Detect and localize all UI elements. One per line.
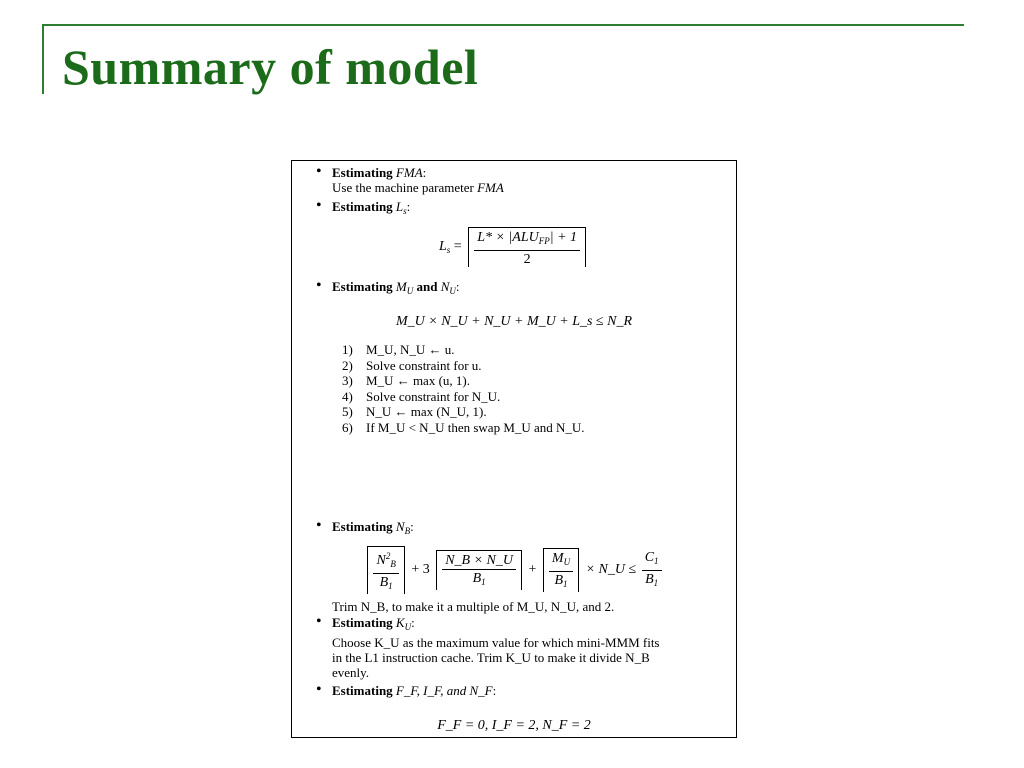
step-text: If M_U < N_U then swap M_U and N_U. xyxy=(366,419,585,435)
step-text: M_U, N_U ← u. xyxy=(366,342,455,357)
nb-inequality xyxy=(292,546,736,594)
mu-nu-heading-m: M xyxy=(395,279,407,294)
fma-heading xyxy=(314,165,722,180)
nb-heading xyxy=(314,519,722,539)
title-rule-left xyxy=(42,24,44,94)
ls-num-tail: | + 1 xyxy=(549,230,578,245)
nb-rhs-den-main: B xyxy=(645,571,654,587)
ku-section xyxy=(314,615,722,680)
step-item xyxy=(342,358,722,374)
nb-term1-num xyxy=(373,549,398,574)
nb-term2 xyxy=(436,550,522,590)
step-item xyxy=(342,373,722,389)
f-heading xyxy=(314,683,722,698)
ku-text-line1: Choose K_U as the maximum value for which mini-MMM fits xyxy=(332,635,660,650)
nb-term2-den-sub: 1 xyxy=(481,577,486,587)
ls-num-main: L* × |ALU xyxy=(477,230,539,245)
mu-nu-heading-and: and xyxy=(416,279,438,294)
f-section xyxy=(314,683,722,698)
ls-eq-lhs: L xyxy=(438,239,447,255)
ku-heading xyxy=(314,615,722,635)
mu-nu-heading-n-sub: U xyxy=(449,286,456,296)
f-heading-colon: : xyxy=(492,683,497,698)
ls-heading xyxy=(314,199,722,219)
nb-heading-colon: : xyxy=(410,519,414,534)
f-equation: F_F = 0, I_F = 2, N_F = 2 xyxy=(437,718,591,733)
ls-eq-sign: = xyxy=(453,239,462,255)
ku-text-line3: evenly. xyxy=(332,665,370,680)
step-number: 4) xyxy=(342,388,353,404)
slide-title: Summary of model xyxy=(62,39,479,95)
nb-term1-num-main: N xyxy=(376,553,386,568)
fma-text-body: Use the machine parameter xyxy=(332,180,474,195)
nb-heading-sub: B xyxy=(404,526,411,536)
mu-nu-heading-colon: : xyxy=(455,279,460,294)
mu-nu-heading xyxy=(314,279,722,299)
fma-heading-label: Estimating xyxy=(332,165,393,180)
nb-rhs-num xyxy=(642,550,662,571)
ku-heading-label: Estimating xyxy=(332,615,393,630)
ls-heading-sub: s xyxy=(403,206,407,216)
step-number: 6) xyxy=(342,419,353,435)
nb-term2-den-main: B xyxy=(472,571,482,586)
mu-nu-section xyxy=(314,279,722,299)
ls-heading-label: Estimating xyxy=(332,199,393,214)
solution-steps xyxy=(342,342,722,435)
nb-term1-num-sub: B xyxy=(390,559,396,569)
f-heading-label: Estimating xyxy=(332,683,393,698)
nb-term1-num-sup: 2 xyxy=(385,551,391,561)
ls-denominator: 2 xyxy=(523,252,531,267)
nb-times-nu: × N_U ≤ xyxy=(585,562,637,578)
nb-trim xyxy=(314,599,722,614)
step-number: 1) xyxy=(342,342,353,357)
ls-eq-lhs-sub: s xyxy=(446,245,451,256)
fma-heading-math: FMA xyxy=(395,165,423,180)
nb-term3-num-sub: U xyxy=(563,557,571,567)
ls-numerator xyxy=(474,230,580,251)
fma-text xyxy=(314,180,722,195)
ku-heading-math: K xyxy=(395,615,405,630)
step-item xyxy=(342,342,722,358)
ku-text-line2: in the L1 instruction cache. Trim K_U to make it divide N_B xyxy=(332,650,650,665)
nb-term1-fraction xyxy=(373,549,398,594)
model-summary-figure xyxy=(291,160,737,738)
ku-heading-colon: : xyxy=(411,615,415,630)
nb-term1-den-sub: 1 xyxy=(388,581,393,591)
nb-rhs-num-sub: 1 xyxy=(654,555,659,566)
nb-plus: + xyxy=(528,562,537,578)
nb-term2-num: N_B × N_U xyxy=(442,553,516,570)
ls-num-sub: FP xyxy=(538,236,550,246)
nb-term3-fraction xyxy=(549,551,573,592)
step-text: Solve constraint for N_U. xyxy=(366,388,501,404)
f-heading-math: F_F, I_F, and N_F xyxy=(395,683,493,698)
fma-section xyxy=(314,165,722,195)
mu-nu-constraint: M_U × N_U + N_U + M_U + L_s ≤ N_R xyxy=(395,314,633,329)
nb-term3 xyxy=(543,548,579,592)
nb-rhs-den xyxy=(642,571,661,591)
nb-heading-label: Estimating xyxy=(332,519,393,534)
nb-rhs-den-sub: 1 xyxy=(653,577,659,588)
step-item xyxy=(342,404,722,420)
fma-text-math: FMA xyxy=(477,180,504,195)
mu-nu-heading-label: Estimating xyxy=(332,279,393,294)
nb-term3-num xyxy=(549,551,573,572)
nb-heading-math: N xyxy=(395,519,405,534)
nb-trim-text: Trim N_B, to make it a multiple of M_U, N_U, and 2. xyxy=(332,599,615,614)
nb-term3-den-main: B xyxy=(554,573,564,588)
ls-heading-math: L xyxy=(395,199,404,214)
step-number: 2) xyxy=(342,357,353,373)
step-text: N_U ← max (N_U, 1). xyxy=(366,404,487,419)
step-item xyxy=(342,389,722,405)
step-text: M_U ← max (u, 1). xyxy=(366,373,470,388)
nb-term2-den xyxy=(470,570,489,590)
nb-term1-den xyxy=(377,574,396,594)
ku-heading-sub: U xyxy=(404,622,412,632)
nb-rhs-num-main: C xyxy=(644,549,655,565)
title-rule-top xyxy=(42,24,964,26)
fma-heading-colon: : xyxy=(422,165,427,180)
mu-nu-heading-m-sub: U xyxy=(406,286,414,296)
ls-fraction xyxy=(474,230,580,267)
nb-plus-three: + 3 xyxy=(411,562,430,578)
mu-nu-heading-n: N xyxy=(440,279,450,294)
nb-term3-num-main: M xyxy=(551,551,564,566)
step-text: Solve constraint for u. xyxy=(366,357,482,373)
ls-ceiling xyxy=(468,227,586,267)
ls-equation xyxy=(292,227,736,267)
nb-term3-den-sub: 1 xyxy=(563,579,568,589)
step-number: 3) xyxy=(342,373,353,388)
nb-term1 xyxy=(367,546,404,594)
nb-term3-den xyxy=(551,572,570,592)
nb-term2-fraction xyxy=(442,553,516,590)
nb-section xyxy=(314,519,722,539)
nb-rhs xyxy=(642,550,662,591)
nb-term1-den-main: B xyxy=(379,575,389,590)
step-number: 5) xyxy=(342,404,353,419)
ls-section xyxy=(314,199,722,219)
step-item xyxy=(342,420,722,436)
ls-heading-colon: : xyxy=(406,199,411,214)
